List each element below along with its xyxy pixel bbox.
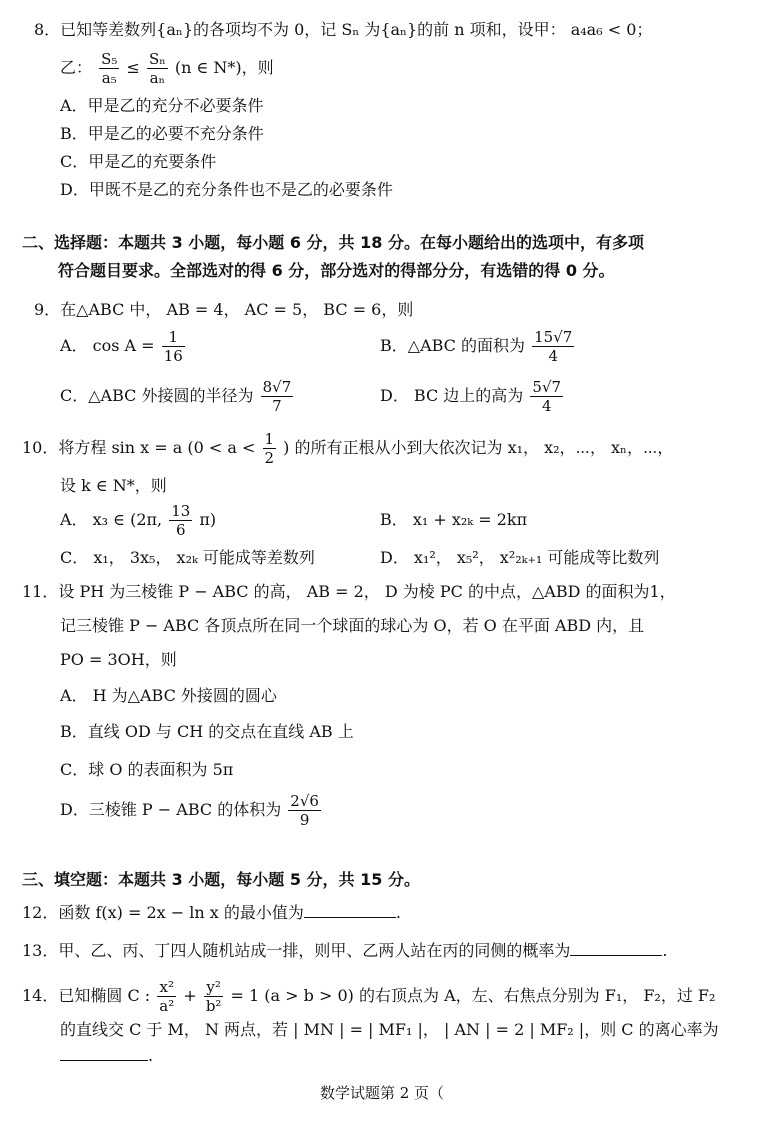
q8-frac-left-den: a₅ bbox=[101, 69, 117, 87]
q10-a-frac bbox=[169, 502, 192, 539]
q11-d-frac bbox=[288, 792, 321, 829]
q9-c-prefix: C．△ABC 外接圆的半径为 bbox=[60, 386, 254, 405]
q9-option-c bbox=[60, 378, 295, 415]
section2-header-line2: 符合题目要求。全部选对的得 6 分，部分选对的得部分分，有选错的得 0 分。 bbox=[58, 261, 615, 280]
q10-a-num: 13 bbox=[171, 502, 191, 520]
q9-b-prefix: B．△ABC 的面积为 bbox=[380, 336, 526, 355]
q11-stem-line1: 11．设 PH 为三棱锥 P − ABC 的高， AB = 2， D 为棱 PC 的中点，△ABD 的面积为1， bbox=[22, 582, 676, 601]
q9-b-den: 4 bbox=[548, 347, 558, 365]
q14-frac1 bbox=[157, 978, 176, 1015]
q8-option-d: D．甲既不是乙的充分条件也不是乙的必要条件 bbox=[60, 180, 393, 199]
q11-d-num: 2√6 bbox=[290, 792, 319, 810]
q12-end: . bbox=[395, 903, 401, 922]
q12-text: 12．函数 f(x) = 2x − ln x 的最小值为 bbox=[22, 903, 304, 922]
q14-answer-blank bbox=[60, 1046, 148, 1061]
q11-option-c: C．球 O 的表面积为 5π bbox=[60, 760, 234, 779]
q14-stem-line1 bbox=[22, 978, 715, 1015]
section3-header: 三、填空题：本题共 3 小题，每小题 5 分，共 15 分。 bbox=[22, 870, 420, 889]
q12-line bbox=[22, 903, 401, 923]
q11-option-b: B．直线 OD 与 CH 的交点在直线 AB 上 bbox=[60, 722, 354, 741]
q10-stem-frac bbox=[263, 430, 277, 467]
q12-answer-blank bbox=[304, 903, 396, 918]
q9-a-den: 16 bbox=[163, 347, 183, 365]
q10-a-den: 6 bbox=[175, 521, 186, 539]
q10-stem-den: 2 bbox=[264, 449, 275, 467]
q8-frac-left bbox=[99, 50, 119, 87]
q10-stem-prefix: 10．将方程 sin x = a (0 < a < bbox=[22, 438, 256, 457]
q13-answer-blank bbox=[570, 941, 662, 956]
q9-a-prefix: A． cos A = bbox=[60, 336, 155, 355]
q9-d-num: 5√7 bbox=[532, 378, 562, 396]
q9-d-den: 4 bbox=[541, 397, 552, 415]
q11-option-a: A． H 为△ABC 外接圆的圆心 bbox=[60, 686, 277, 705]
q8-prefix: 乙： bbox=[60, 58, 93, 77]
q8-leq: ≤ bbox=[126, 58, 140, 77]
q11-d-prefix: D．三棱锥 P − ABC 的体积为 bbox=[60, 800, 282, 819]
q10-stem-line1 bbox=[22, 430, 673, 467]
q10-option-d: D． x₁²， x₅²， x²₂ₖ₊₁ 可能成等比数列 bbox=[380, 548, 660, 567]
q13-text: 13．甲、乙、丙、丁四人随机站成一排，则甲、乙两人站在丙的同侧的概率为 bbox=[22, 941, 571, 960]
q9-d-frac bbox=[530, 378, 563, 415]
q8-option-a: A．甲是乙的充分不必要条件 bbox=[60, 96, 264, 115]
q14-frac1-num: x² bbox=[157, 978, 176, 997]
q14-frac2 bbox=[204, 978, 224, 1015]
q9-b-frac bbox=[532, 328, 574, 365]
q8-frac-right bbox=[147, 50, 168, 87]
q9-option-b bbox=[380, 328, 576, 365]
q8-frac-right-den: aₙ bbox=[149, 69, 166, 87]
q10-stem-suffix: ) 的所有正根从小到大依次记为 x₁， x₂，⋯， xₙ，⋯， bbox=[283, 438, 674, 457]
q9-c-den: 7 bbox=[272, 397, 282, 415]
q8-frac-right-num: Sₙ bbox=[149, 50, 166, 68]
q13-end: . bbox=[662, 941, 668, 960]
q14-end: . bbox=[148, 1046, 154, 1065]
q10-a-suffix: π) bbox=[199, 510, 217, 529]
q14-frac1-den: a² bbox=[159, 997, 175, 1015]
q8-option-c: C．甲是乙的充要条件 bbox=[60, 152, 217, 171]
q9-b-num: 15√7 bbox=[534, 328, 573, 346]
q8-option-b: B．甲是乙的必要不充分条件 bbox=[60, 124, 264, 143]
q8-frac-left-num: S₅ bbox=[101, 50, 118, 68]
q14-prefix: 14．已知椭圆 C : bbox=[22, 986, 151, 1005]
q8-stem-line2 bbox=[60, 50, 274, 87]
q14-stem-line2: 的直线交 C 于 M， N 两点，若 | MN | = | MF₁ |， | AN | = 2 | MF₂ |，则 C 的离心率为 bbox=[60, 1020, 719, 1039]
q9-a-num: 1 bbox=[162, 328, 185, 347]
q9-option-a bbox=[60, 328, 187, 365]
q14-frac2-den: b² bbox=[205, 997, 222, 1015]
q11-option-d bbox=[60, 792, 323, 829]
q10-stem-line2: 设 k ∈ N*，则 bbox=[60, 476, 167, 495]
q10-option-a bbox=[60, 502, 216, 539]
q9-option-d bbox=[380, 378, 565, 415]
q8-suffix: (n ∈ N*)，则 bbox=[174, 58, 274, 77]
q9-c-num: 8√7 bbox=[262, 378, 292, 396]
q14-plus: + bbox=[183, 986, 197, 1005]
q14-answer-line bbox=[60, 1046, 153, 1066]
section2-header-line1: 二、选择题：本题共 3 小题，每小题 6 分，共 18 分。在每小题给出的选项中，有多项 bbox=[22, 233, 644, 252]
q9-stem: 9．在△ABC 中， AB = 4， AC = 5， BC = 6，则 bbox=[34, 300, 414, 319]
page-footer: 数学试题第 2 页（ bbox=[319, 1084, 445, 1102]
q11-stem-line2: 记三棱锥 P − ABC 各顶点所在同一个球面的球心为 O，若 O 在平面 ABD 内，且 bbox=[60, 616, 645, 635]
q13-line bbox=[22, 941, 667, 961]
q10-stem-num: 1 bbox=[264, 430, 275, 448]
q11-stem-line3: PO = 3OH，则 bbox=[60, 650, 177, 669]
q14-frac2-num: y² bbox=[204, 978, 224, 997]
q10-option-c: C． x₁， 3x₅， x₂ₖ 可能成等差数列 bbox=[60, 548, 315, 567]
q14-suffix: = 1 (a > b > 0) 的右顶点为 A，左、右焦点分别为 F₁， F₂，过 F₂ bbox=[230, 986, 716, 1005]
q10-a-prefix: A． x₃ ∈ (2π, bbox=[60, 510, 163, 529]
q9-a-frac bbox=[162, 328, 185, 365]
q9-c-frac bbox=[261, 378, 294, 415]
q8-stem-line1: 8．已知等差数列{aₙ}的各项均不为 0，记 Sₙ 为{aₙ}的前 n 项和，设甲： a₄a₆ < 0； bbox=[34, 20, 653, 39]
q9-d-prefix: D． BC 边上的高为 bbox=[380, 386, 524, 405]
q11-d-den: 9 bbox=[299, 811, 310, 829]
q10-option-b: B． x₁ + x₂ₖ = 2kπ bbox=[380, 510, 528, 529]
